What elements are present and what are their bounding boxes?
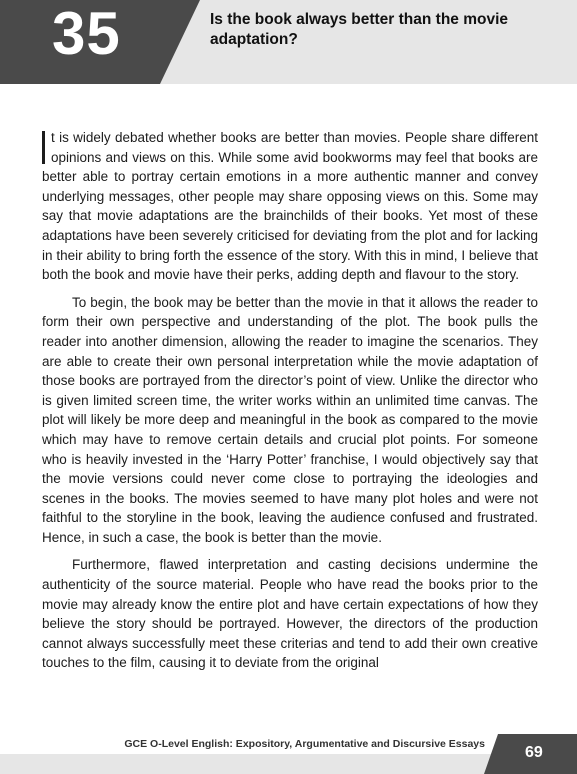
page-number: 69	[525, 744, 543, 761]
footer-book-title: GCE O-Level English: Expository, Argumentative and Discursive Essays	[124, 738, 485, 750]
drop-cap-i	[42, 131, 45, 164]
paragraph-2: To begin, the book may be better than the movie in that it allows the reader to form their own perspective and understanding of the plot. The book pulls the reader into another dimension, allowing the reader to imagine the scenarios. They are able to create their own personal interpretation while the movie adaptation of those books are portrayed from the director’s point of view. Unlike the director who is given limited screen time, the writer works within an unlimited time canvas. The plot will likely be more deep and meaningful in the book as compared to the movie which may have to remove certain details and crucial plot points. For someone who is heavily invested in the ‘Harry Potter’ franchise, I would objectively say that the movie versions could never come close to portraying the ideologies and scenes in the books. The movies seemed to have many plot holes and were not faithful to the storyline in the book, leaving the audience confused and frustrated. Hence, in such a case, the book is better than the movie.	[42, 294, 538, 545]
essay-number: 35	[52, 0, 121, 67]
essay-body	[42, 128, 538, 681]
essay-title: Is the book always better than the movie adaptation?	[210, 11, 509, 48]
paragraph-intro	[42, 128, 538, 285]
paragraph-intro-text: t is widely debated whether books are better than movies. People share different opinions and views on this. While some avid bookworms may feel that books are better able to portray certain emotions in a more authentic manner and convey underlying messages, other people may share opposing views on this. Some may say that movie adaptations are the brainchilds of their books. Yet most of these adaptations have been severely criticised for deviating from the plot and for lacking in their ability to bring forth the essence of the story. With this in mind, I believe that both the book and movie have their perks, adding depth and flavour to the story.	[42, 130, 538, 283]
paragraph-3: Furthermore, flawed interpretation and casting decisions undermine the authenticity of the source material. People who have read the books prior to the movie may already know the entire plot and have certain expectations of how they believe the story should be portrayed. However, the directors of the production cannot always successfully meet these criterias and tend to add their own creative touches to the film, causing it to deviate from the original	[42, 557, 538, 671]
